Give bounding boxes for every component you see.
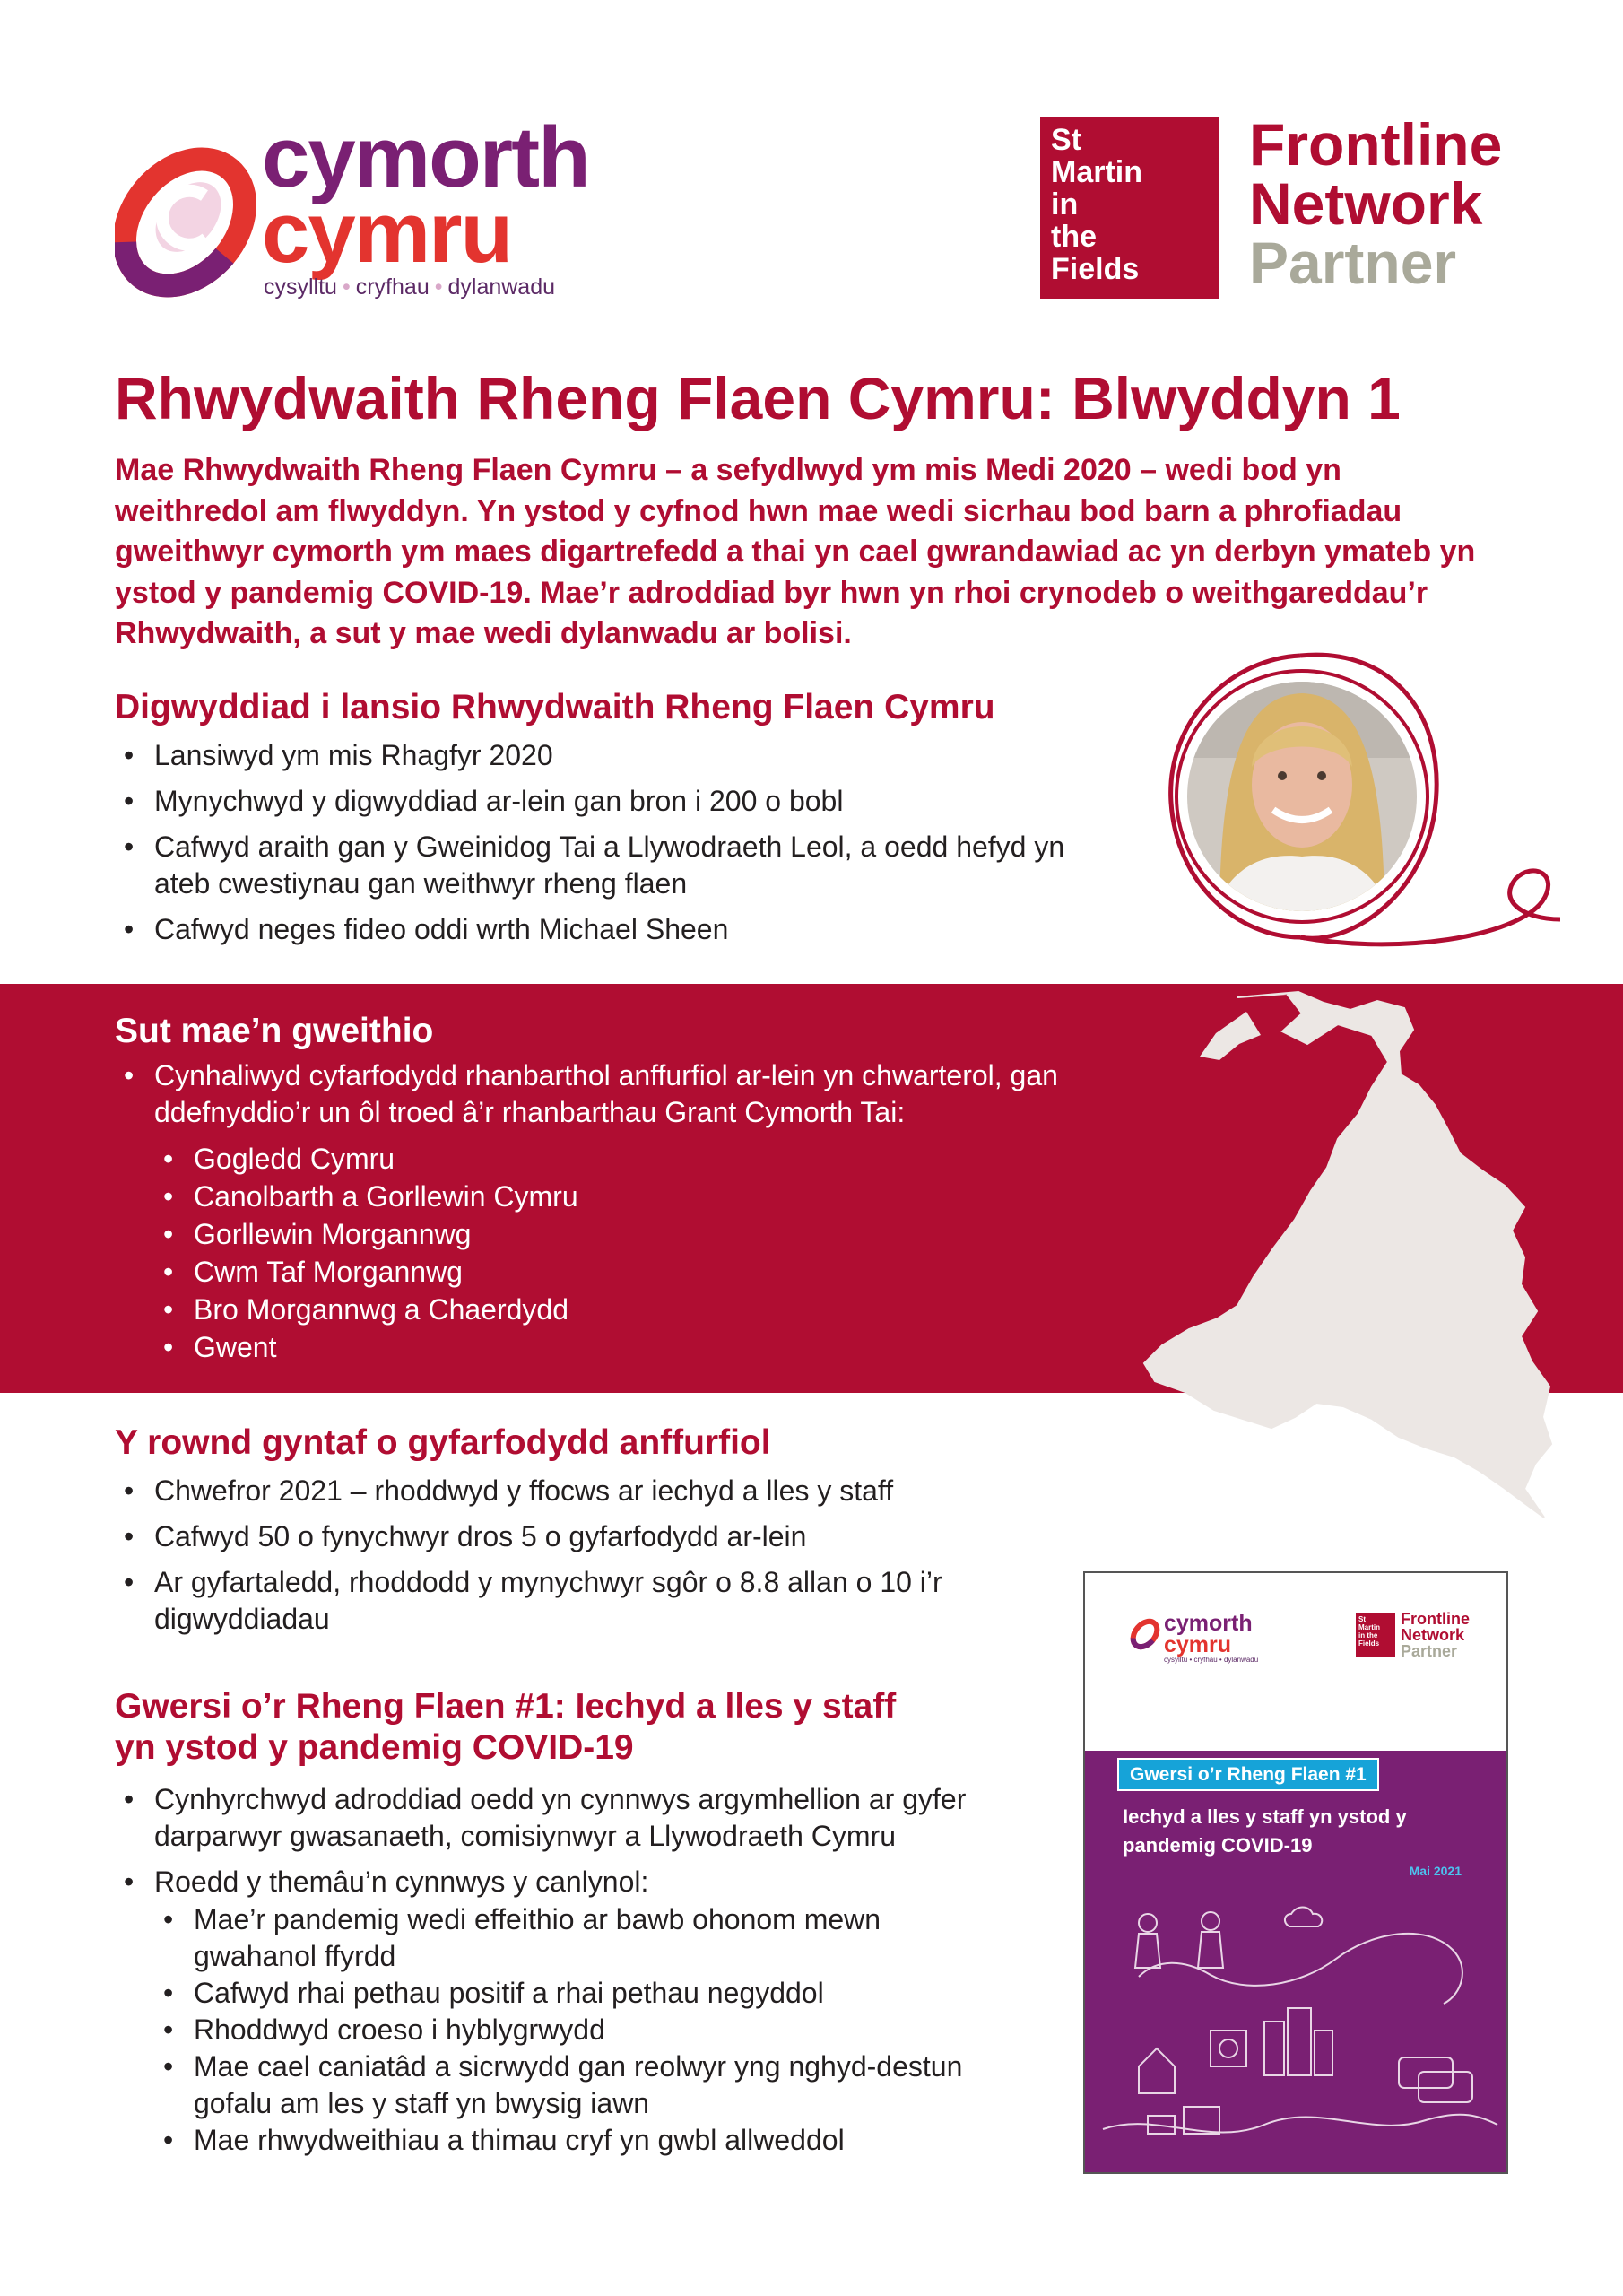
theme-item: • Mae rhwydweithiau a thimau cryf yn gwbl allweddol — [154, 2122, 997, 2159]
report-cover-thumbnail[interactable] — [1083, 1571, 1508, 2174]
frontline-network-logo — [1249, 111, 1503, 296]
lessons-list — [115, 1781, 1047, 1900]
theme-item: • Rhoddwyd croeso i hyblygrwydd — [154, 2012, 997, 2048]
list-item: • Cafwyd araith gan y Gweinidog Tai a Llywodraeth Leol, a oedd hefyd yn ateb cwestiynau gan weithwyr rheng flaen — [115, 829, 1101, 902]
logo-line: St — [1051, 123, 1081, 157]
region-item: • Canolbarth a Gorllewin Cymru — [154, 1178, 578, 1215]
region-item: • Gwent — [154, 1328, 578, 1366]
theme-item: • Mae’r pandemig wedi effeithio ar bawb ohonom mewn gwahanol ffyrdd — [154, 1901, 997, 1975]
region-item: • Gorllewin Morgannwg — [154, 1215, 578, 1253]
report-logo-word: cymorth — [1164, 1611, 1253, 1636]
section-heading-lessons — [115, 1686, 896, 1769]
logo-line: Martin — [1051, 155, 1142, 189]
tagline-dot: • — [434, 274, 443, 300]
list-item: • Ar gyfartaledd, rhoddodd y mynychwyr sgôr o 8.8 allan o 10 i’r digwyddiadau — [115, 1564, 1047, 1638]
report-logo-word: cymru — [1164, 1632, 1232, 1657]
tagline-word: dylanwadu — [447, 274, 556, 300]
themes-list — [154, 1901, 997, 2159]
report-cymorth-logo — [1130, 1613, 1258, 1664]
list-item: • Lansiwyd ym mis Rhagfyr 2020 — [115, 737, 1101, 774]
list-item: • Cafwyd 50 o fynychwyr dros 5 o gyfarfodydd ar-lein — [115, 1518, 1047, 1555]
list-item: • Cynhyrchwyd adroddiad oedd yn cynnwys argymhellion ar gyfer darparwyr gwasanaeth, comisiynwyr a Llywodraeth Cymru — [115, 1781, 1047, 1855]
wales-map-icon — [1103, 988, 1605, 1544]
logo-line-network: Network — [1249, 170, 1483, 237]
tagline-word: cysylltu — [264, 274, 337, 300]
page-title: Rhwydwaith Rheng Flaen Cymru: Blwyddyn 1 — [115, 365, 1401, 431]
intro-paragraph: Mae Rhwydwaith Rheng Flaen Cymru – a sefydlwyd ym mis Medi 2020 – wedi bod yn weithredol am flwyddyn. Yn ystod y cyfnod hwn mae wedi sicrhau bod barn a phrofiadau gweithwyr cymorth ym maes digartrefedd a thai yn cael gwrandawiad ac yn derbyn ymateb yn ystod y pandemig COVID-19. Mae’r adroddiad byr hwn yn rhoi crynodeb o weithgareddau’r Rhwydwaith, a sut y mae wedi dylanwadu ar bolisi. — [115, 453, 1476, 650]
logo-line-partner: Partner — [1249, 230, 1457, 296]
portrait-illustration-icon — [1166, 650, 1560, 955]
logo-line: Frontline — [1401, 1610, 1470, 1628]
report-illustration-icon — [1085, 1896, 1506, 2165]
logo-line: St — [1358, 1615, 1366, 1623]
section-heading-first-round: Y rownd gyntaf o gyfarfodydd anffurfiol — [115, 1423, 771, 1462]
heading-line: Gwersi o’r Rheng Flaen #1: Iechyd a lles y staff — [115, 1687, 897, 1726]
report-series-chip: Gwersi o’r Rheng Flaen #1 — [1117, 1758, 1379, 1791]
heading-line: yn ystod y pandemig COVID-19 — [115, 1728, 634, 1767]
logo-tagline — [264, 274, 555, 300]
regions-list — [154, 1140, 578, 1366]
list-item: • Chwefror 2021 – rhoddwyd y ffocws ar iechyd a lles y staff — [115, 1473, 1047, 1509]
list-item: • Roedd y themâu’n cynnwys y canlynol: — [115, 1864, 1047, 1900]
report-title: Iechyd a lles y staff yn ystod y pandemig COVID-19 — [1123, 1805, 1407, 1857]
tagline-dot: • — [342, 274, 351, 300]
section-heading-how-it-works: Sut mae’n gweithio — [115, 1012, 434, 1050]
logo-line: Martin — [1358, 1623, 1380, 1631]
logo-line: Partner — [1401, 1642, 1458, 1660]
region-item: • Cwm Taf Morgannwg — [154, 1253, 578, 1291]
logo-line: in — [1051, 187, 1079, 222]
logo-word-cymru: cymru — [262, 185, 512, 281]
logo-line: the — [1051, 220, 1097, 254]
list-item: • Mynychwyd y digwyddiad ar-lein gan bron i 200 o bobl — [115, 783, 1101, 820]
st-martin-logo-text — [1040, 117, 1213, 285]
region-item: • Gogledd Cymru — [154, 1140, 578, 1178]
theme-item: • Mae cael caniatâd a sicrwydd gan reolwyr yng nghyd-destun gofalu am les y staff yn bwysig iawn — [154, 2048, 997, 2122]
section-heading-launch-event: Digwyddiad i lansio Rhwydwaith Rheng Flaen Cymru — [115, 688, 995, 726]
region-item: • Bro Morgannwg a Chaerdydd — [154, 1291, 578, 1328]
logo-line: Fields — [1358, 1639, 1380, 1648]
logo-word-cymorth: cymorth — [262, 109, 589, 205]
portrait-photo — [1166, 650, 1560, 955]
cymorth-cymru-logo — [115, 109, 617, 308]
st-martin-logo — [1040, 117, 1219, 299]
report-date: Mai 2021 — [1409, 1864, 1462, 1878]
tagline-word: cryfhau — [355, 274, 430, 300]
launch-event-list — [115, 737, 1101, 957]
logo-line-frontline: Frontline — [1249, 111, 1503, 178]
report-logo-emblem-icon — [1130, 1616, 1160, 1652]
logo-line: Fields — [1051, 252, 1140, 286]
report-logo-tagline: cysylltu • cryfhau • dylanwadu — [1164, 1656, 1259, 1664]
first-round-list — [115, 1473, 1047, 1647]
report-frontline-logo — [1401, 1611, 1470, 1659]
how-it-works-list — [115, 1057, 1119, 1131]
cymorth-cymru-emblem-icon — [115, 133, 258, 303]
theme-item: • Cafwyd rhai pethau positif a rhai pethau negyddol — [154, 1975, 997, 2012]
logo-line: in the — [1358, 1631, 1378, 1639]
logo-line: Network — [1401, 1626, 1465, 1644]
list-item: • Cafwyd neges fideo oddi wrth Michael Sheen — [115, 911, 1101, 948]
list-item: • Cynhaliwyd cyfarfodydd rhanbarthol anffurfiol ar-lein yn chwarterol, gan ddefnyddio’r un ôl troed â’r rhanbarthau Grant Cymorth Tai: — [115, 1057, 1119, 1131]
report-st-martin-logo — [1356, 1613, 1395, 1657]
